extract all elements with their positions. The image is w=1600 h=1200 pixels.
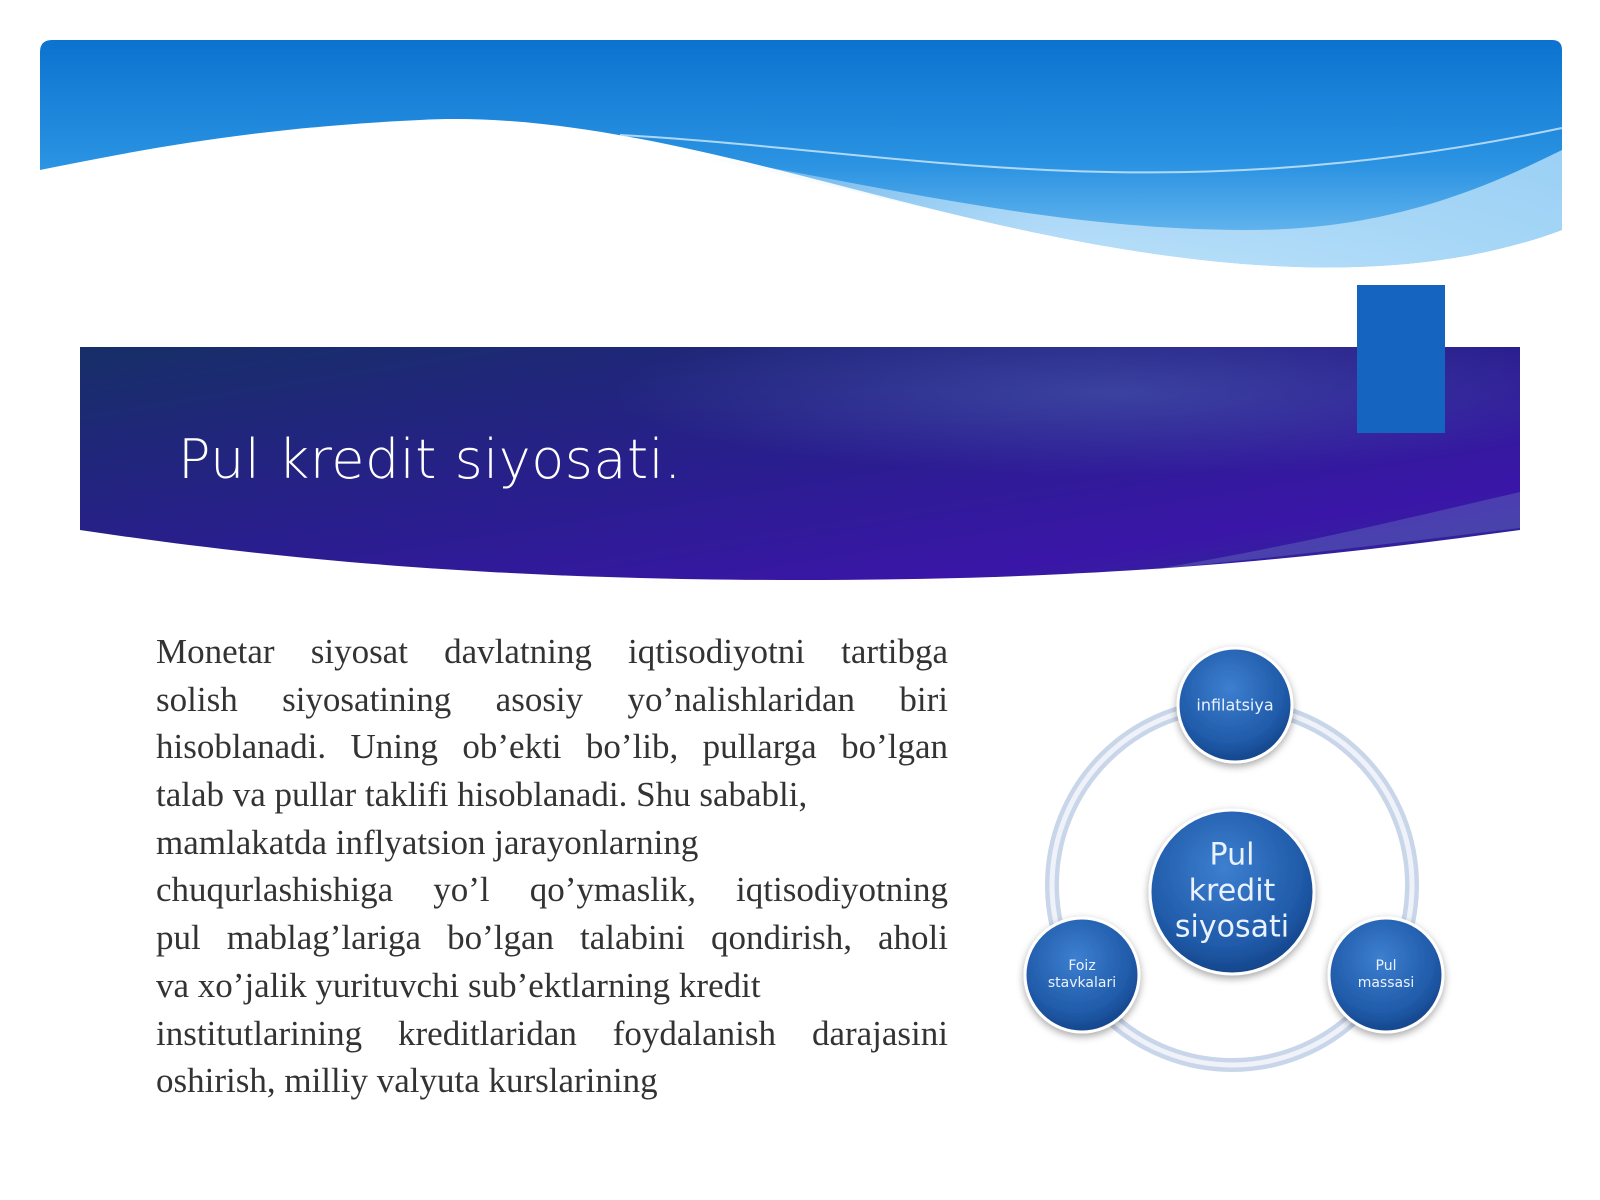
body-line: oshirish, milliy valyuta kurslarining bbox=[156, 1061, 658, 1101]
body-line: va xo’jalik yurituvchi sub’ektlarning kredit bbox=[156, 965, 761, 1005]
left-node-label-line-2: stavkalari bbox=[1047, 975, 1117, 991]
body-line: Monetar siyosat davlatning iqtisodiyotni tartibga bbox=[156, 632, 948, 671]
center-label-line-2: kredit bbox=[1188, 873, 1276, 909]
body-line: pul mablag’lariga bo’lgan talabini qondirish, aholi bbox=[156, 918, 948, 958]
left-node-label-line-1: Foiz bbox=[1068, 958, 1096, 974]
right-node-label-line-2: massasi bbox=[1357, 975, 1415, 991]
body-paragraph bbox=[156, 628, 948, 1105]
top-node-label: infilatsiya bbox=[1196, 695, 1274, 715]
body-line: institutlarining kreditlaridan foydalanish darajasini bbox=[156, 1013, 948, 1053]
right-node-label-line-1: Pul bbox=[1375, 958, 1397, 974]
body-line: solish siyosatining asosiy yo’nalishlaridan biri bbox=[156, 679, 948, 719]
body-line: mamlakatda inflyatsion jarayonlarning bbox=[156, 822, 699, 862]
top-node bbox=[1178, 648, 1292, 762]
accent-square bbox=[1357, 285, 1445, 433]
center-label-line-1: Pul bbox=[1209, 837, 1255, 873]
slide-title: Pul kredit siyosati. bbox=[178, 428, 682, 491]
body-line: hisoblanadi. Uning ob’ekti bo’lib, pullarga bo’lgan bbox=[156, 727, 948, 767]
center-node bbox=[1150, 810, 1314, 974]
body-line: talab va pullar taklifi hisoblanadi. Shu sababli, bbox=[156, 775, 808, 815]
center-label-line-3: siyosati bbox=[1174, 909, 1290, 945]
body-line: chuqurlashishiga yo’l qo’ymaslik, iqtisodiyotning bbox=[156, 870, 948, 910]
right-node bbox=[1329, 918, 1443, 1032]
left-node bbox=[1025, 918, 1139, 1032]
cycle-diagram bbox=[1000, 630, 1460, 1090]
